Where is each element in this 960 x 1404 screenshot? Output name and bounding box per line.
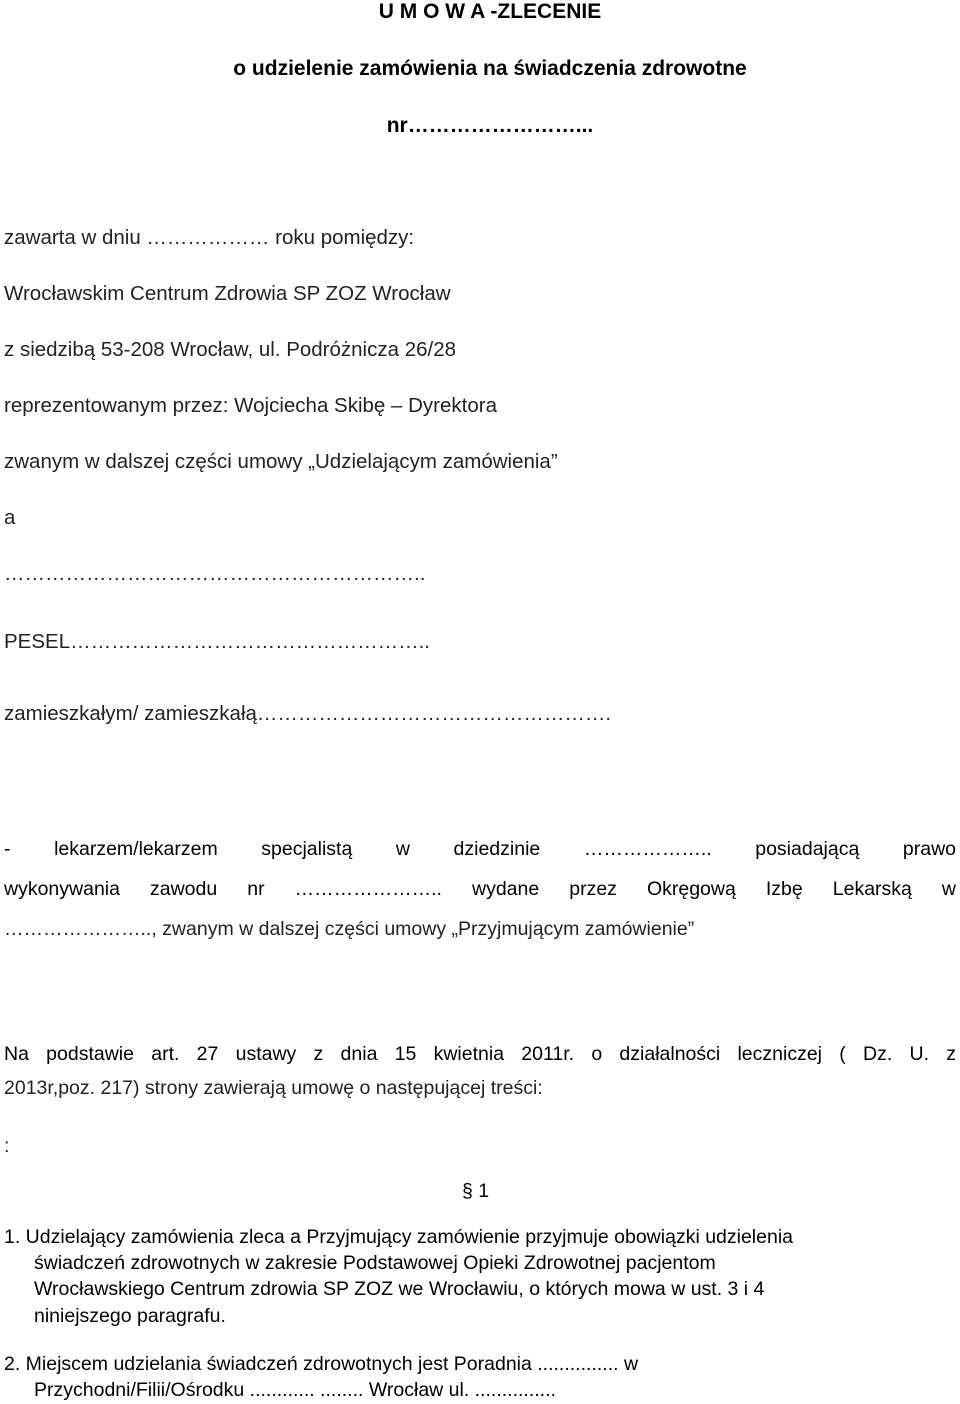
- client-name: Wrocławskim Centrum Zdrowia SP ZOZ Wrocław: [4, 282, 451, 305]
- contractor-specialty-line: - lekarzem/lekarzem specjalistą w dziedzinie ……………….. posiadającą prawo: [4, 838, 956, 860]
- clause-1-line-3: Wrocławskiego Centrum zdrowia SP ZOZ we Wrocławiu, o których mowa w ust. 3 i 4: [34, 1278, 765, 1300]
- clause-2-line-2: Przychodni/Filii/Ośrodku ............ ........ Wrocław ul. ...............: [34, 1379, 556, 1401]
- conjunction-a: a: [4, 506, 16, 529]
- clause-1-line-2: świadczeń zdrowotnych w zakresie Podstawowej Opieki Zdrowotnej pacjentom: [34, 1252, 716, 1274]
- document-subtitle: o udzielenie zamówienia na świadczenia zdrowotne: [233, 57, 747, 80]
- clause-1-line-4: niniejszego paragrafu.: [34, 1305, 226, 1327]
- paragraph-label: § 1: [462, 1180, 490, 1202]
- legal-basis-line-2: 2013r,poz. 217) strony zawierają umowę o następującej treści:: [4, 1077, 543, 1099]
- clause-1-line-1: 1. Udzielający zamówienia zleca a Przyjmujący zamówienie przyjmuje obowiązki udzielenia: [4, 1226, 794, 1248]
- contractor-designation-line: ………………….., zwanym w dalszej części umowy „Przyjmującym zamówienie”: [4, 918, 695, 940]
- client-address: z siedzibą 53-208 Wrocław, ul. Podróżnicza 26/28: [4, 338, 457, 361]
- client-designation: zwanym w dalszej części umowy „Udzielającym zamówienia”: [4, 450, 558, 473]
- legal-basis-line-1: Na podstawie art. 27 ustawy z dnia 15 kwietnia 2011r. o działalności leczniczej ( Dz. U. z: [4, 1043, 956, 1065]
- date-line: zawarta w dniu ……………… roku pomiędzy:: [4, 226, 415, 249]
- pesel-field: PESEL……………………………………………..: [4, 630, 430, 653]
- client-representative: reprezentowanym przez: Wojciecha Skibę – Dyrektora: [4, 394, 497, 417]
- contractor-name-field: ……………………………………………………..: [4, 562, 426, 585]
- clause-2-line-1: 2. Miejscem udzielania świadczeń zdrowotnych jest Poradnia ............... w: [4, 1353, 639, 1375]
- contract-number: nr……………………...: [386, 114, 594, 137]
- contractor-license-line: wykonywania zawodu nr ………………….. wydane przez Okręgową Izbę Lekarską w: [4, 878, 956, 900]
- stray-colon: :: [4, 1135, 10, 1157]
- address-field: zamieszkałym/ zamieszkałą…………………………………………….: [4, 702, 612, 725]
- document-title: U M O W A -ZLECENIE: [378, 0, 602, 23]
